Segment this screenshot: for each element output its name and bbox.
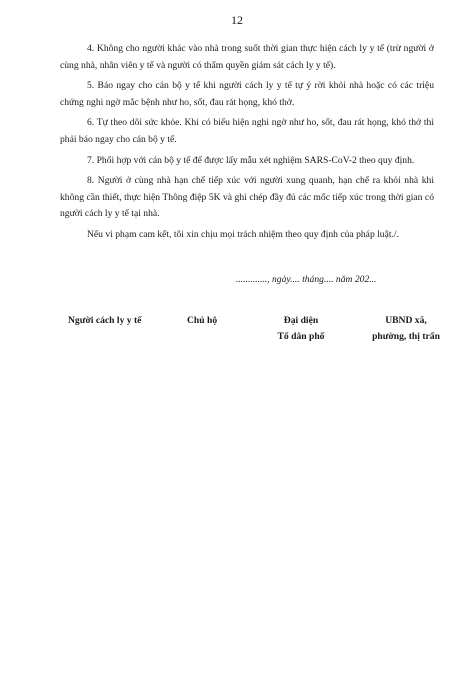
signature-label: Đại diện: [283, 315, 319, 326]
signature-label: Chủ hộ: [187, 315, 218, 326]
signature-household-head: [187, 313, 217, 329]
signature-label: Người cách ly y tế: [68, 315, 142, 326]
signature-isolated-person: [68, 313, 141, 329]
commitment-item-5: 5. Báo ngay cho cán bộ y tế khi người cách ly y tế tự ý rời khỏi nhà hoặc có các triệu chứng nghi ngờ mắc bệnh như ho, sốt, đau rát họng, khó thở.: [60, 80, 434, 108]
commitment-item-4: 4. Không cho người khác vào nhà trong suốt thời gian thực hiện cách ly y tế (trừ người ở cùng nhà, nhân viên y tế và người có thẩm quyền giám sát cách ly y tế).: [60, 43, 434, 71]
date-line: ............., ngày.... tháng.... năm 202...: [236, 274, 377, 285]
commitment-body: [60, 41, 434, 248]
signature-label: phường, thị trấn: [372, 331, 440, 342]
commitment-item-7: 7. Phối hợp với cán bộ y tế để được lấy mẫu xét nghiệm SARS-CoV-2 theo quy định.: [87, 154, 415, 166]
signature-residential-group: [256, 313, 346, 345]
liability-statement: Nếu vi phạm cam kết, tôi xin chịu mọi trách nhiệm theo quy định của pháp luật./.: [87, 228, 399, 240]
signature-label: Tổ dân phố: [277, 331, 325, 342]
commitment-item-8: 8. Người ở cùng nhà hạn chế tiếp xúc với người xung quanh, hạn chế ra khỏi nhà khi không cần thiết, thực hiện Thông điệp 5K và ghi chép đầy đủ các mốc tiếp xúc trong thời gian có người cách ly y tế tại nhà.: [60, 175, 434, 220]
signature-label: UBND xã,: [385, 315, 427, 326]
commitment-item-6: 6. Tự theo dõi sức khỏe. Khi có biểu hiện nghi ngờ như ho, sốt, đau rát họng, khó thở thì phải báo ngay cho cán bộ y tế.: [60, 117, 434, 145]
page-number: 12: [231, 13, 243, 27]
signature-commune-committee: [356, 313, 456, 345]
